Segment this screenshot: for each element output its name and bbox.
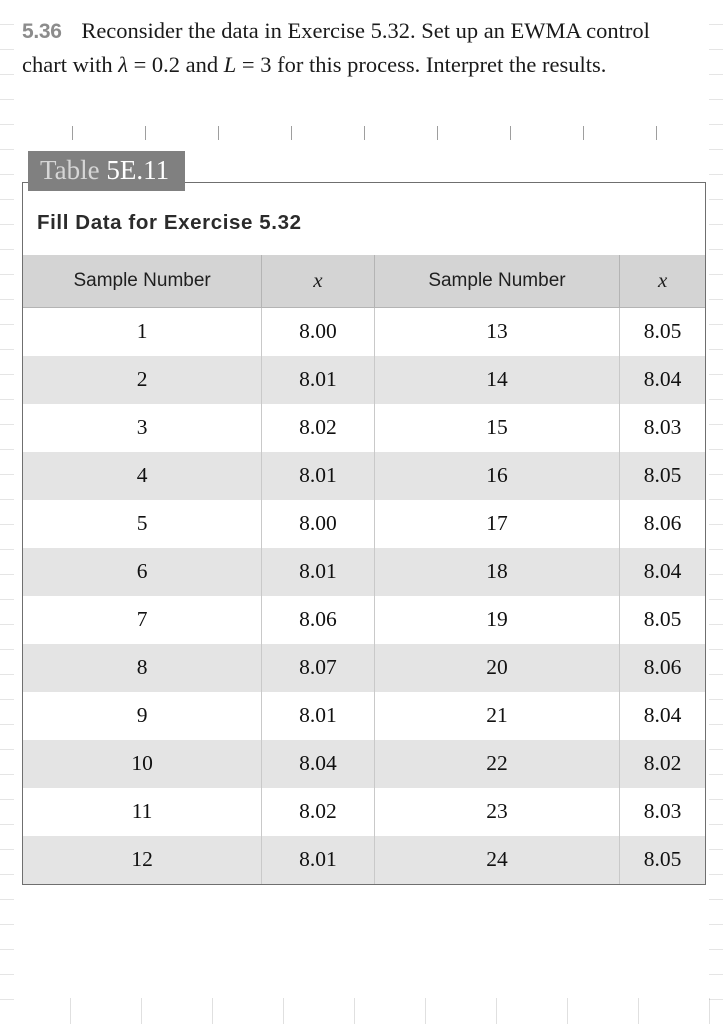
cell-x-1: 8.00 (262, 308, 375, 357)
table-row (23, 596, 705, 644)
cell-sample-number-1: 4 (23, 452, 262, 500)
cell-x-1: 8.01 (262, 692, 375, 740)
cell-sample-number-2: 15 (374, 404, 620, 452)
cell-x-1: 8.00 (262, 500, 375, 548)
cell-x-2: 8.06 (620, 500, 705, 548)
cell-sample-number-1: 11 (131, 799, 153, 823)
cell-x-2: 8.04 (620, 548, 705, 596)
cell-sample-number-1: 12 (23, 836, 262, 884)
column-header-x-2: x (620, 255, 705, 308)
cell-x-2: 8.05 (620, 452, 705, 500)
cell-sample-number-1: 2 (23, 356, 262, 404)
cell-x-2: 8.04 (620, 356, 705, 404)
table-block (22, 155, 706, 885)
cell-sample-number-2: 21 (374, 692, 620, 740)
cell-sample-number-1: 10 (23, 740, 262, 788)
cell-sample-number-1: 9 (136, 703, 148, 727)
cell-x-2: 8.03 (620, 788, 705, 836)
table-row (23, 356, 705, 404)
table-row (23, 308, 705, 357)
cell-x-2: 8.03 (620, 404, 705, 452)
lambda-symbol: λ (118, 52, 128, 77)
page-texture-right (709, 0, 723, 1024)
L-symbol: L (223, 52, 237, 77)
cell-sample-number-1: 6 (23, 548, 262, 596)
cell-x-2: 8.04 (620, 692, 705, 740)
cell-sample-number-1: 5 (136, 511, 148, 535)
exercise-text-part1: Reconsider the data in Exercise 5.32. Set up an EWMA control chart with (22, 18, 650, 77)
cell-x-2: 8.05 (620, 836, 705, 884)
cell-sample-number-2: 23 (374, 788, 620, 836)
cell-x-2: 8.05 (620, 596, 705, 644)
cell-sample-number-1: 7 (136, 607, 148, 631)
cell-sample-number-2: 13 (374, 308, 620, 357)
cell-sample-number-2: 18 (374, 548, 620, 596)
page-texture-bottom (0, 998, 723, 1024)
table-row (23, 500, 705, 548)
table-header-row (23, 255, 705, 308)
cell-x-1: 8.02 (262, 404, 375, 452)
cell-sample-number-2: 17 (374, 500, 620, 548)
cell-x-2: 8.06 (620, 644, 705, 692)
table-caption (28, 151, 185, 191)
cell-x-1: 8.01 (262, 836, 375, 884)
cell-x-1: 8.04 (262, 740, 375, 788)
table-row (23, 452, 705, 500)
cell-sample-number-1: 3 (136, 415, 148, 439)
fill-data-table (23, 255, 705, 884)
cell-sample-number-2: 20 (374, 644, 620, 692)
table-row (23, 548, 705, 596)
table-caption-label: Table (40, 155, 100, 185)
exercise-text-part2: = 0.2 and (127, 52, 224, 77)
page-texture-left (0, 0, 14, 1024)
cell-sample-number-2: 24 (374, 836, 620, 884)
table-row (23, 692, 705, 740)
table-frame (22, 182, 706, 885)
cell-x-2: 8.02 (620, 740, 705, 788)
cell-x-1: 8.02 (262, 788, 375, 836)
table-row (23, 644, 705, 692)
exercise-number: 5.36 (22, 20, 62, 43)
cell-x-1: 8.07 (262, 644, 375, 692)
cell-x-1: 8.01 (262, 548, 375, 596)
table-row (23, 836, 705, 884)
table-row (23, 788, 705, 836)
cell-x-1: 8.06 (262, 596, 375, 644)
cell-sample-number-2: 16 (374, 452, 620, 500)
exercise-text-part3: = 3 for this process. Interpret the results. (236, 52, 607, 77)
cell-sample-number-1: 1 (136, 319, 148, 343)
cell-x-1: 8.01 (262, 356, 375, 404)
table-caption-number: 5E.11 (106, 155, 170, 185)
cell-x-1: 8.01 (262, 452, 375, 500)
cell-sample-number-2: 19 (374, 596, 620, 644)
cell-sample-number-2: 14 (374, 356, 620, 404)
column-header-x-1: x (262, 255, 375, 308)
table-subtitle: Fill Data for Exercise 5.32 (37, 211, 302, 234)
column-header-sample-number-2: Sample Number (374, 255, 620, 308)
column-header-sample-number-1: Sample Number (23, 255, 262, 308)
cell-sample-number-2: 22 (374, 740, 620, 788)
page-tick-marks (0, 126, 723, 140)
cell-x-2: 8.05 (620, 308, 705, 357)
cell-sample-number-1: 8 (23, 644, 262, 692)
exercise-paragraph (22, 14, 695, 81)
table-row (23, 404, 705, 452)
table-row (23, 740, 705, 788)
